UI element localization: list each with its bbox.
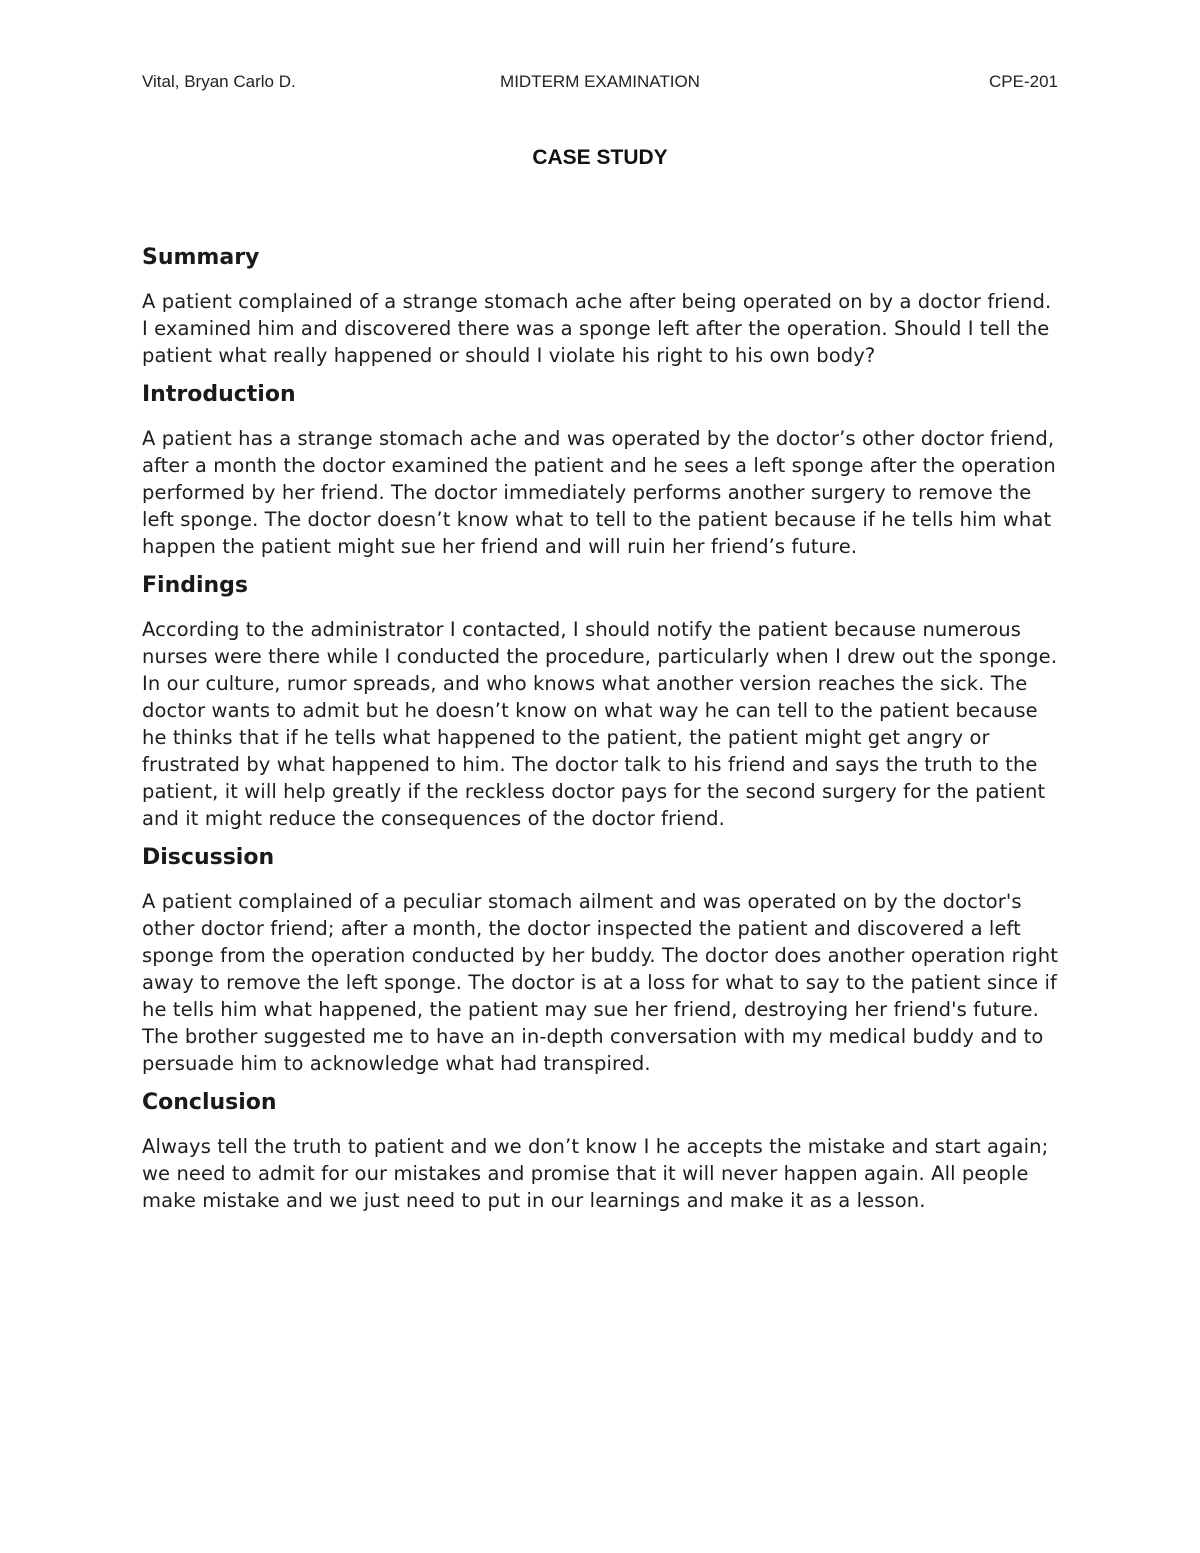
section-paragraph: Always tell the truth to patient and we don’t know I he accepts the mistake and start again; we need to admit for our mistakes and promise that it will never happen again. All people make mistake and we just need to put in our learnings and make it as a lesson. xyxy=(142,1135,1049,1212)
page-header xyxy=(142,72,1058,100)
section-findings xyxy=(142,570,1062,832)
header-author: Vital, Bryan Carlo D. xyxy=(142,72,296,91)
section-conclusion xyxy=(142,1087,1062,1214)
header-exam-title: MIDTERM EXAMINATION xyxy=(500,72,700,91)
document-body xyxy=(142,242,1062,1224)
section-summary xyxy=(142,242,1062,369)
section-heading: Conclusion xyxy=(142,1090,277,1115)
document-title: CASE STUDY xyxy=(532,146,668,169)
section-heading: Introduction xyxy=(142,382,296,407)
header-course-code: CPE-201 xyxy=(989,72,1058,91)
section-paragraph: A patient has a strange stomach ache and was operated by the doctor’s other doctor friend, after a month the doctor examined the patient and he sees a left sponge after the operation performed by her friend. The doctor immediately performs another surgery to remove the left sponge. The doctor doesn’t know what to tell to the patient because if he tells him what happen the patient might sue her friend and will ruin her friend’s future. xyxy=(142,427,1056,558)
section-heading: Discussion xyxy=(142,845,275,870)
section-paragraph: A patient complained of a strange stomach ache after being operated on by a doctor friend. I examined him and discovered there was a sponge left after the operation. Should I tell the patient what really happened or should I violate his right to his own body? xyxy=(142,290,1052,367)
section-heading: Summary xyxy=(142,245,260,270)
section-heading: Findings xyxy=(142,573,249,598)
section-paragraph: According to the administrator I contacted, I should notify the patient because numerous nurses were there while I conducted the procedure, particularly when I drew out the sponge. In our culture, rumor spreads, and who knows what another version reaches the sick. The doctor wants to admit but he doesn’t know on what way he can tell to the patient because he thinks that if he tells what happened to the patient, the patient might get angry or frustrated by what happened to him. The doctor talk to his friend and says the truth to the patient, it will help greatly if the reckless doctor pays for the second surgery for the patient and it might reduce the consequences of the doctor friend. xyxy=(142,618,1058,830)
section-discussion xyxy=(142,842,1062,1077)
section-paragraph: A patient complained of a peculiar stomach ailment and was operated on by the doctor's other doctor friend; after a month, the doctor inspected the patient and discovered a left sponge from the operation conducted by her buddy. The doctor does another operation right away to remove the left sponge. The doctor is at a loss for what to say to the patient since if he tells him what happened, the patient may sue her friend, destroying her friend's future. The brother suggested me to have an in-depth conversation with my medical buddy and to persuade him to acknowledge what had transpired. xyxy=(142,890,1058,1075)
section-introduction xyxy=(142,379,1062,560)
